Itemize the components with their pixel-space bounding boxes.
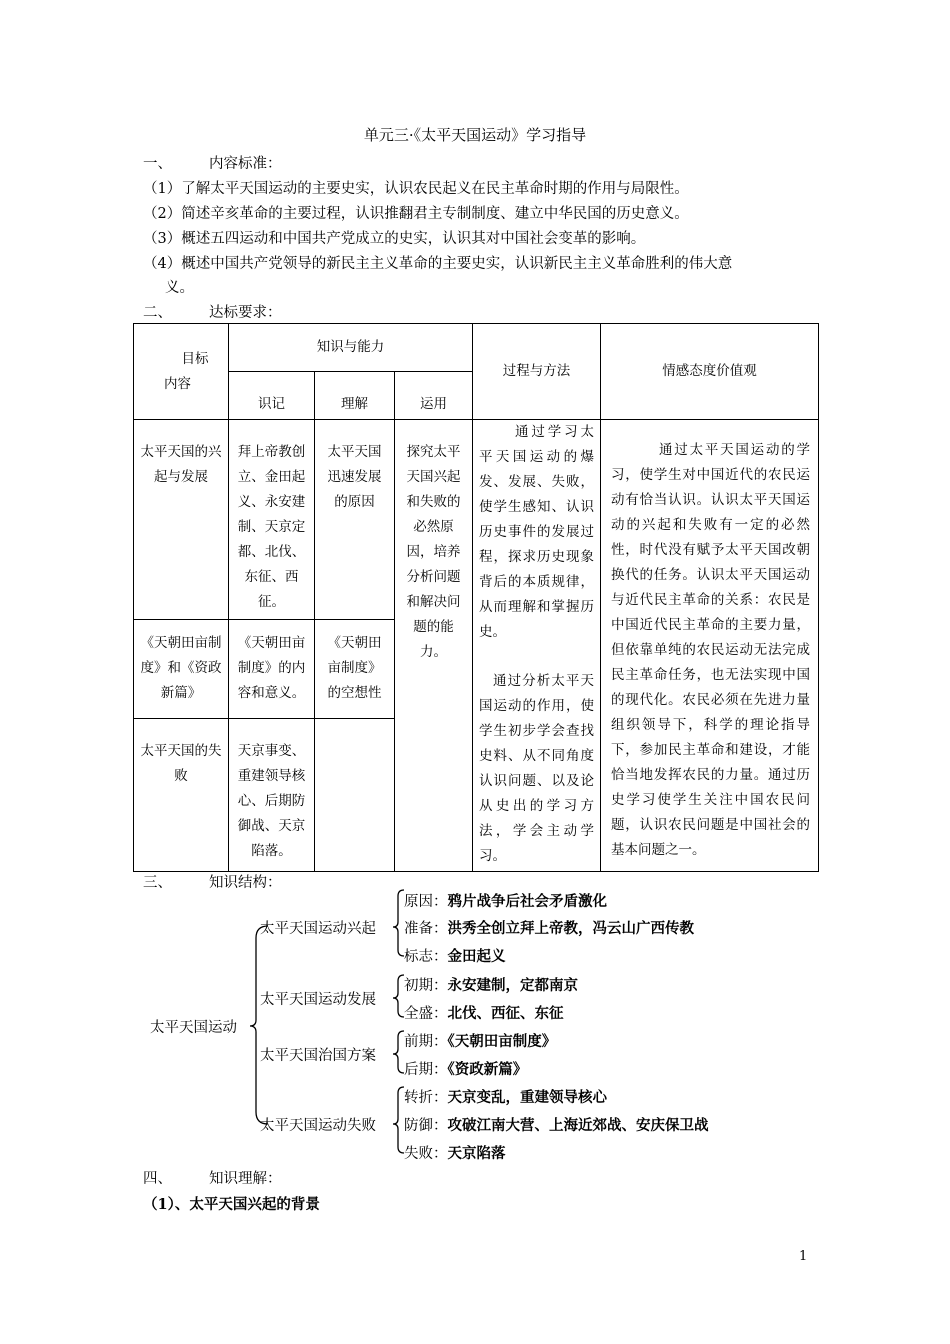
process-header: 过程与方法 [473, 324, 601, 420]
row-understand: 太平天国迅速发展的原因 [327, 444, 382, 510]
structure-item [404, 890, 607, 911]
standard-item-continued: 义。 [165, 280, 194, 296]
item-value: 北伐、西征、东征 [447, 1005, 564, 1022]
standard-item: （4）概述中国共产党领导的新民主主义革命的主要史实，认识新民主主义革命胜利的伟大意 [143, 256, 733, 272]
sub-header-understand: 理解 [315, 372, 395, 420]
row-content: 太平天国的失败 [140, 742, 222, 784]
section-number: 二、 [143, 305, 172, 321]
item-key: 后期： [404, 1062, 448, 1078]
row-content: 太平天国的兴起与发展 [140, 444, 222, 485]
section-title: 达标要求： [209, 305, 282, 321]
sub-header-recall: 识记 [229, 372, 315, 420]
sub-header-apply: 运用 [395, 372, 473, 420]
item-key: 标志： [404, 949, 448, 965]
item-value: 永安建制，定都南京 [447, 977, 578, 994]
row-recall: 天京事变、重建领导核心、后期防御战、天京陷落。 [237, 742, 306, 859]
section-number: 一、 [143, 156, 172, 172]
item-value: 鸦片战争后社会矛盾激化 [447, 893, 607, 910]
structure-item [404, 1086, 607, 1107]
branch-label: 太平天国治国方案 [260, 1048, 376, 1064]
item-value: 金田起义 [447, 948, 506, 965]
structure-item [404, 1114, 709, 1135]
section-4-heading [143, 1167, 282, 1188]
apply-text: 探究太平天国兴起和失败的必然原因，培养分析问题和解决问题的能力。 [406, 444, 461, 660]
row-content: 《天朝田亩制度》和《资政新篇》 [140, 635, 222, 702]
branch-label: 太平天国运动发展 [260, 992, 376, 1008]
branch-brace-rise [393, 890, 404, 956]
branch-label: 太平天国运动兴起 [260, 921, 376, 937]
process-text-2-body: 通过分析太平天国运动的作用，使学生初步学会查找史料、从不同角度认识问题、以及论从史出的学习方法，学会主动学习。 [479, 673, 595, 864]
structure-item [404, 1142, 506, 1163]
row-understand: 《天朝田亩制度》的空想性 [327, 635, 382, 702]
item-key: 初期： [404, 978, 448, 994]
row-recall: 《天朝田亩制度》的内容和意义。 [237, 635, 306, 702]
item-key: 原因： [404, 894, 448, 910]
item-value: 洪秀全创立拜上帝教，冯云山广西传教 [447, 920, 694, 937]
branch-brace-develop [393, 975, 404, 1017]
subheading: （1）、太平天国兴起的背景 [143, 1196, 320, 1213]
branch-brace-govern [393, 1031, 404, 1073]
standard-item: （2）简述辛亥革命的主要过程，认识推翻君主专制制度、建立中华民国的历史意义。 [143, 206, 689, 222]
section-number: 三、 [143, 875, 172, 891]
structure-item [404, 974, 578, 995]
root-brace [250, 926, 268, 1124]
standard-item: （1）了解太平天国运动的主要史实，认识农民起义在民主革命时期的作用与局限性。 [143, 181, 689, 197]
emotion-text-body: 通过太平天国运动的学习，使学生对中国近代的农民运动有恰当认识。认识太平天国运动的兴起和失败有一定的必然性，时代没有赋予太平天国改朝换代的任务。认识太平天国运动与近代民主革命的关系：农民是中国近代民主革命的主要力量，但依靠单纯的农民运动无法完成民主革命任务，也无法实现中国的现代化。农民必须在先进力量组织领导下，科学的理论指导下，参加民主革命和建设，才能恰当地发挥农民的力量。通过历史学习使学生关注中国农民问题，认识农民问题是中国社会的基本问题之一。 [611, 442, 811, 858]
structure-item [404, 945, 506, 966]
section-title: 知识理解： [209, 1171, 282, 1187]
item-value: 攻破江南大营、上海近郊战、安庆保卫战 [447, 1117, 709, 1134]
item-key: 全盛： [404, 1006, 448, 1022]
corner-top: 目标 [181, 350, 209, 367]
item-key: 防御： [404, 1118, 448, 1134]
structure-item [404, 917, 694, 938]
page-title: 单元三·《太平天国运动》学习指导 [363, 126, 587, 144]
corner-bottom: 内容 [164, 375, 191, 392]
item-key: 准备： [404, 921, 448, 937]
structure-item [404, 1030, 556, 1051]
item-key: 前期： [404, 1034, 448, 1050]
item-value: 《天朝田亩制度》 [447, 1033, 557, 1050]
item-key: 转折： [404, 1090, 448, 1106]
structure-item [404, 1002, 564, 1023]
branch-brace-fail [393, 1087, 404, 1153]
page-number: 1 [799, 1249, 808, 1264]
item-value: 天京陷落 [447, 1145, 506, 1162]
item-value: 《资政新篇》 [447, 1061, 528, 1078]
item-value: 天京变乱，重建领导核心 [447, 1089, 607, 1106]
knowledge-header: 知识与能力 [229, 324, 473, 372]
emotion-header: 情感态度价值观 [601, 324, 819, 420]
item-key: 失败： [404, 1146, 448, 1162]
section-title: 内容标准： [209, 156, 282, 172]
structure-root: 太平天国运动 [150, 1020, 237, 1036]
section-number: 四、 [143, 1171, 172, 1187]
structure-item [404, 1058, 527, 1079]
process-text-1-body: 通过学习太平天国运动的爆发、发展、失败，使学生感知、认识历史事件的发展过程，探求历史现象背后的本质规律，从而理解和掌握历史。 [479, 424, 595, 640]
section-title: 知识结构： [209, 875, 282, 891]
standard-item: （3）概述五四运动和中国共产党成立的史实，认识其对中国社会变革的影响。 [143, 231, 646, 247]
branch-label: 太平天国运动失败 [260, 1118, 376, 1134]
row-recall: 拜上帝教创立、金田起义、永安建制、天京定都、北伐、东征、西征。 [237, 444, 306, 610]
